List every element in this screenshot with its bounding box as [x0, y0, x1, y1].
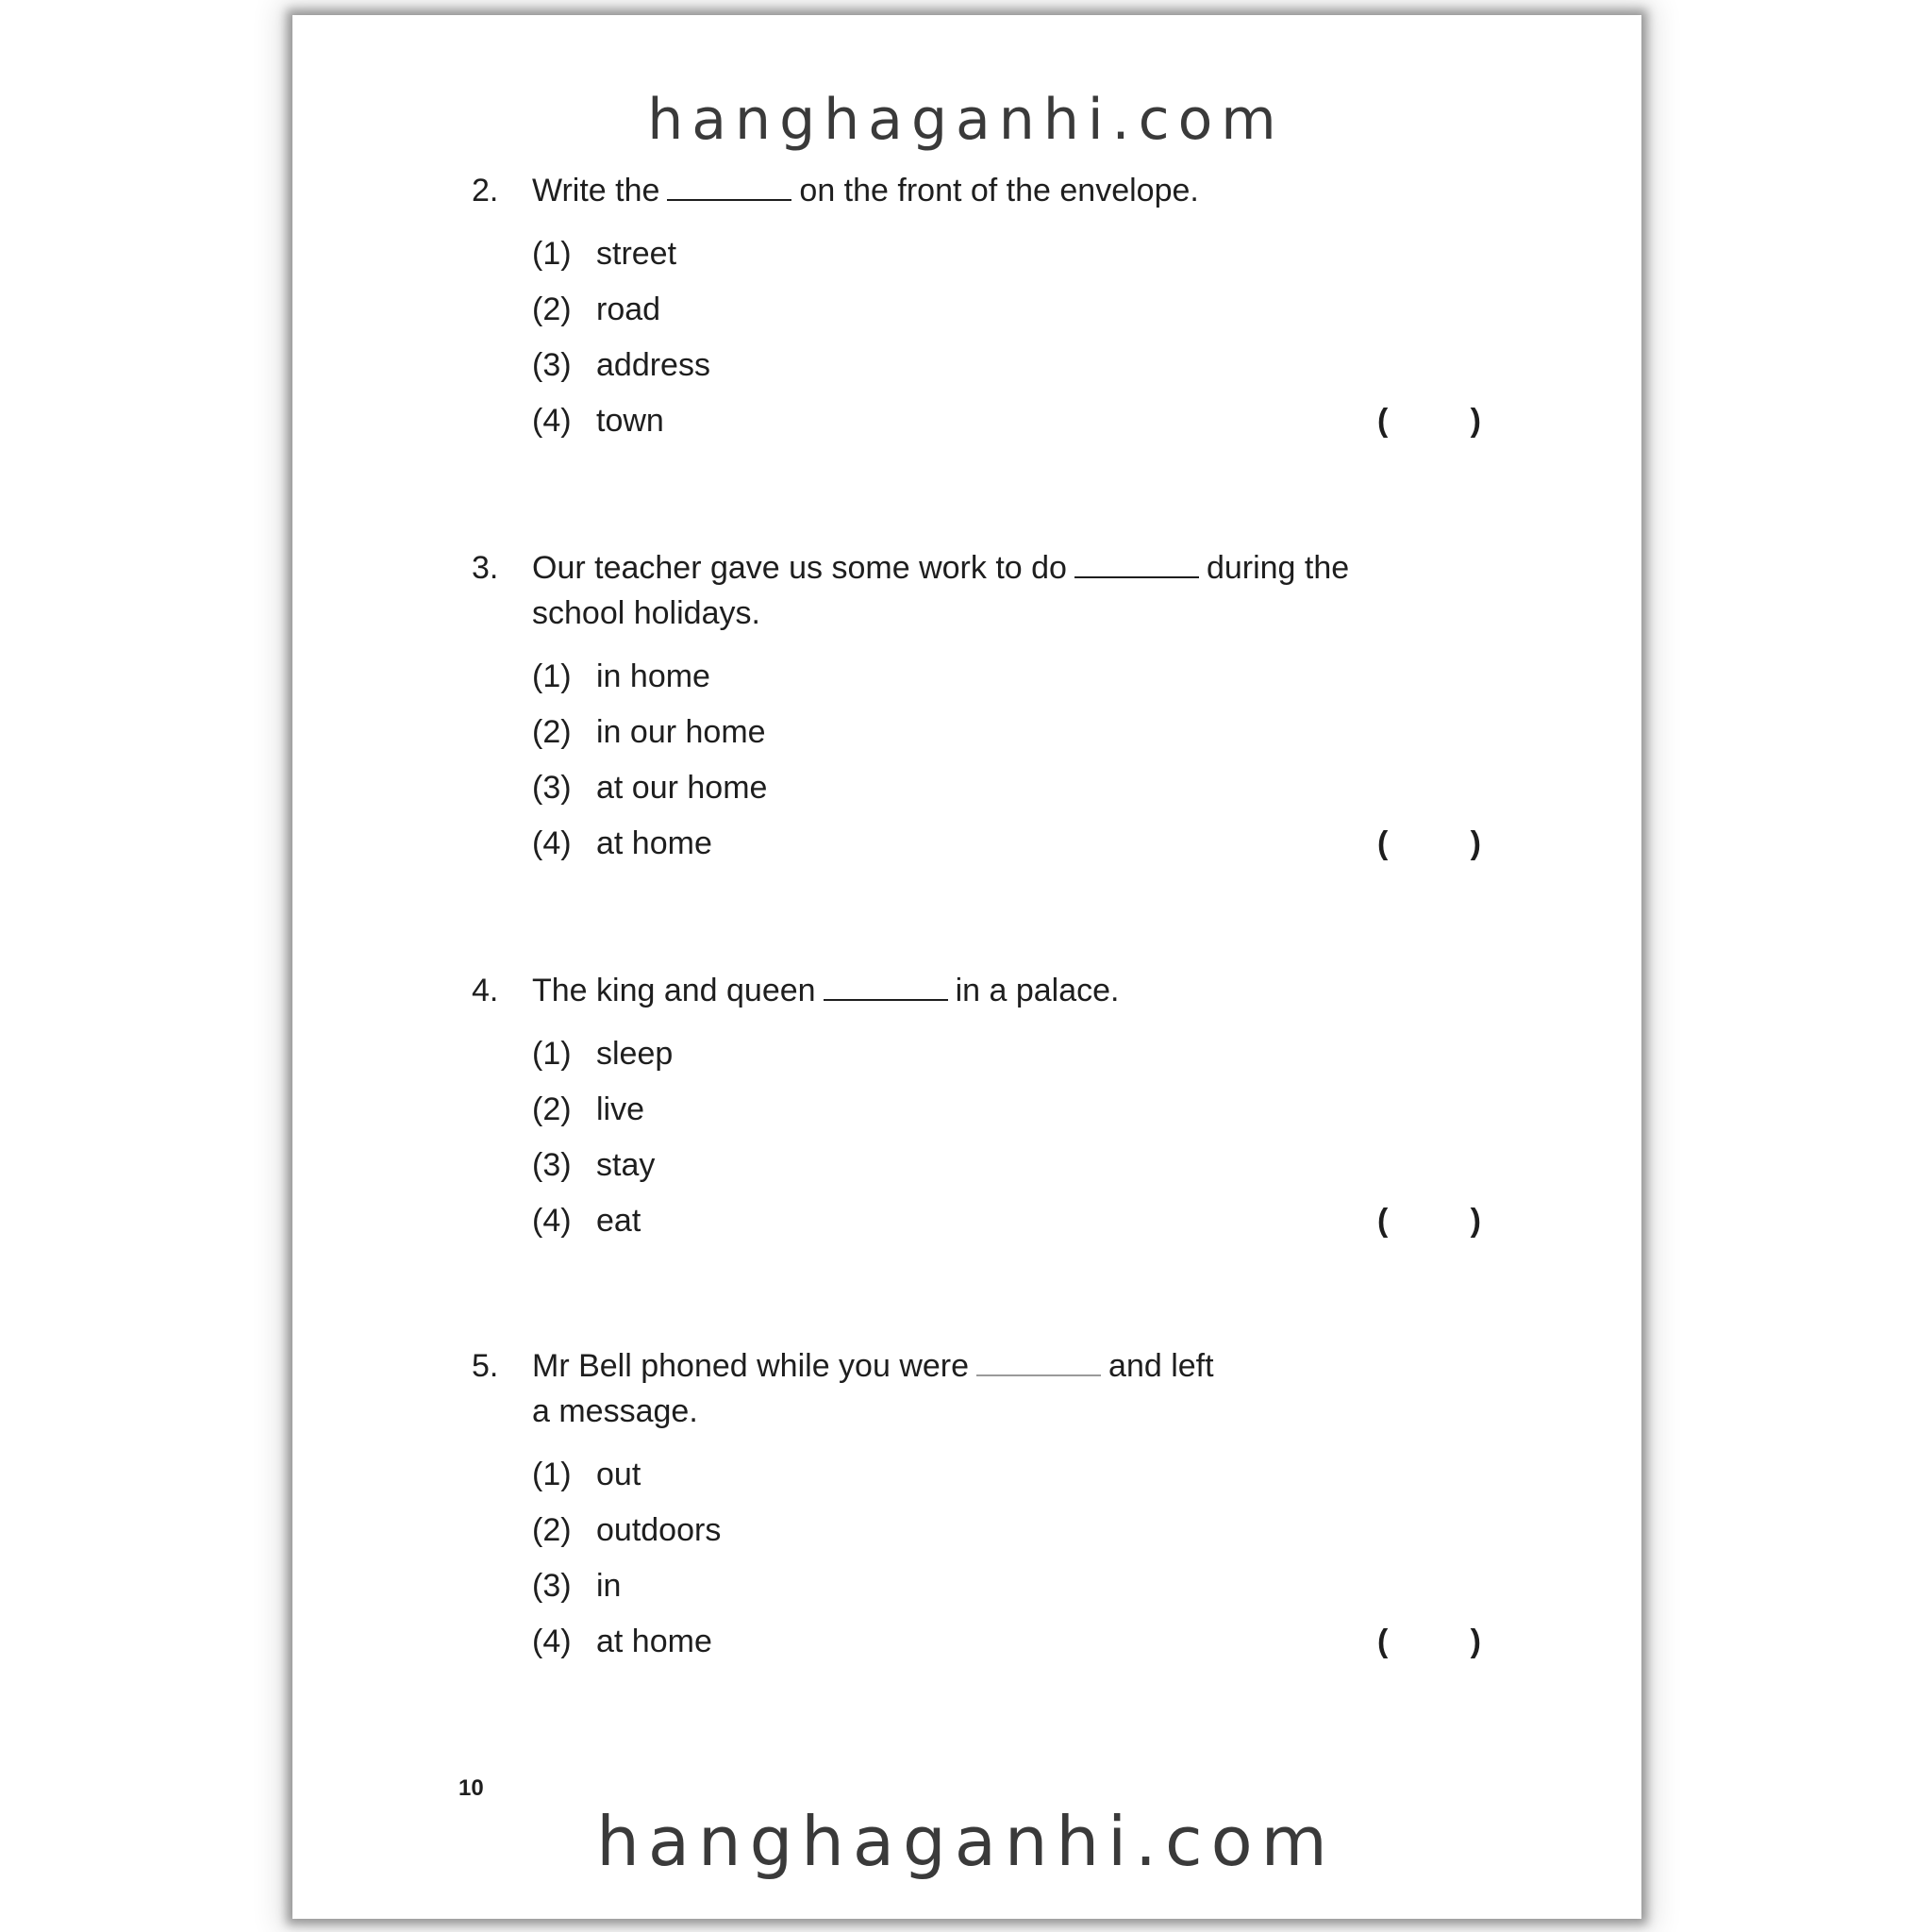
option-text: in home [596, 658, 710, 694]
option-text: sleep [596, 1036, 674, 1072]
question-number: 4. [472, 973, 499, 1008]
question-stem [472, 545, 1434, 636]
option-text: outdoors [596, 1512, 722, 1548]
answer-bracket[interactable]: ( ) [1377, 1203, 1481, 1239]
watermark-top: hanghaganhi.com [647, 87, 1285, 153]
page-number: 10 [458, 1775, 484, 1801]
option-text: stay [596, 1147, 656, 1183]
option-2: (2) outdoors [532, 1512, 722, 1548]
answer-bracket[interactable]: ( ) [1377, 403, 1481, 439]
question-2 [472, 168, 1481, 449]
option-4: (4) town ( ) [532, 393, 1434, 449]
question-5 [472, 1343, 1481, 1670]
option-list [472, 1026, 1481, 1249]
answer-bracket[interactable]: ( ) [1377, 825, 1481, 861]
option-4: (4) eat ( ) [532, 1193, 1434, 1249]
option-text: address [596, 347, 710, 383]
stem-text-before: Mr Bell phoned while you were [532, 1348, 970, 1384]
question-number: 3. [472, 550, 499, 586]
question-stem [472, 968, 1434, 1013]
option-text: live [596, 1091, 645, 1127]
option-text: at our home [596, 770, 768, 806]
option-3: (3) address [532, 347, 710, 383]
question-number: 2. [472, 173, 499, 208]
option-1: (1) out [532, 1457, 641, 1492]
option-list [472, 226, 1481, 449]
answer-bracket[interactable]: ( ) [1377, 1624, 1481, 1659]
option-text: street [596, 236, 677, 272]
option-4: (4) at home ( ) [532, 1614, 1434, 1670]
option-2: (2) in our home [532, 714, 766, 750]
answer-blank [667, 175, 791, 201]
option-list [472, 649, 1481, 872]
option-4: (4) at home ( ) [532, 816, 1434, 872]
option-2: (2) road [532, 291, 661, 327]
option-3: (3) in [532, 1568, 622, 1604]
option-text: at home [596, 1624, 712, 1659]
question-3 [472, 545, 1481, 872]
option-text: in our home [596, 714, 766, 750]
option-1: (1) in home [532, 658, 710, 694]
option-text: out [596, 1457, 641, 1492]
option-1: (1) sleep [532, 1036, 674, 1072]
stem-text-after: and left [1108, 1348, 1214, 1384]
option-list [472, 1447, 1481, 1670]
stem-text-before: The king and queen [532, 973, 816, 1008]
question-stem [472, 1343, 1434, 1434]
option-text: eat [596, 1203, 641, 1239]
option-text: at home [596, 825, 712, 861]
option-3: (3) at our home [532, 770, 768, 806]
question-number: 5. [472, 1348, 499, 1384]
stem-text-before: Our teacher gave us some work to do [532, 550, 1067, 586]
stem-text-line2: school holidays. [532, 595, 760, 631]
option-3: (3) stay [532, 1147, 656, 1183]
option-2: (2) live [532, 1091, 645, 1127]
stem-text-after: on the front of the envelope. [799, 173, 1199, 208]
stem-text-before: Write the [532, 173, 660, 208]
question-stem [472, 168, 1434, 213]
option-text: in [596, 1568, 622, 1604]
stem-text-line2: a message. [532, 1393, 698, 1429]
option-text: town [596, 403, 664, 439]
answer-blank [1074, 552, 1199, 578]
question-4 [472, 968, 1481, 1249]
answer-blank [976, 1350, 1101, 1376]
stem-text-after: in a palace. [955, 973, 1120, 1008]
watermark-bottom: hanghaganhi.com [596, 1802, 1336, 1881]
answer-blank [824, 974, 948, 1001]
stem-text-after: during the [1206, 550, 1350, 586]
option-text: road [596, 291, 661, 327]
option-1: (1) street [532, 236, 677, 272]
